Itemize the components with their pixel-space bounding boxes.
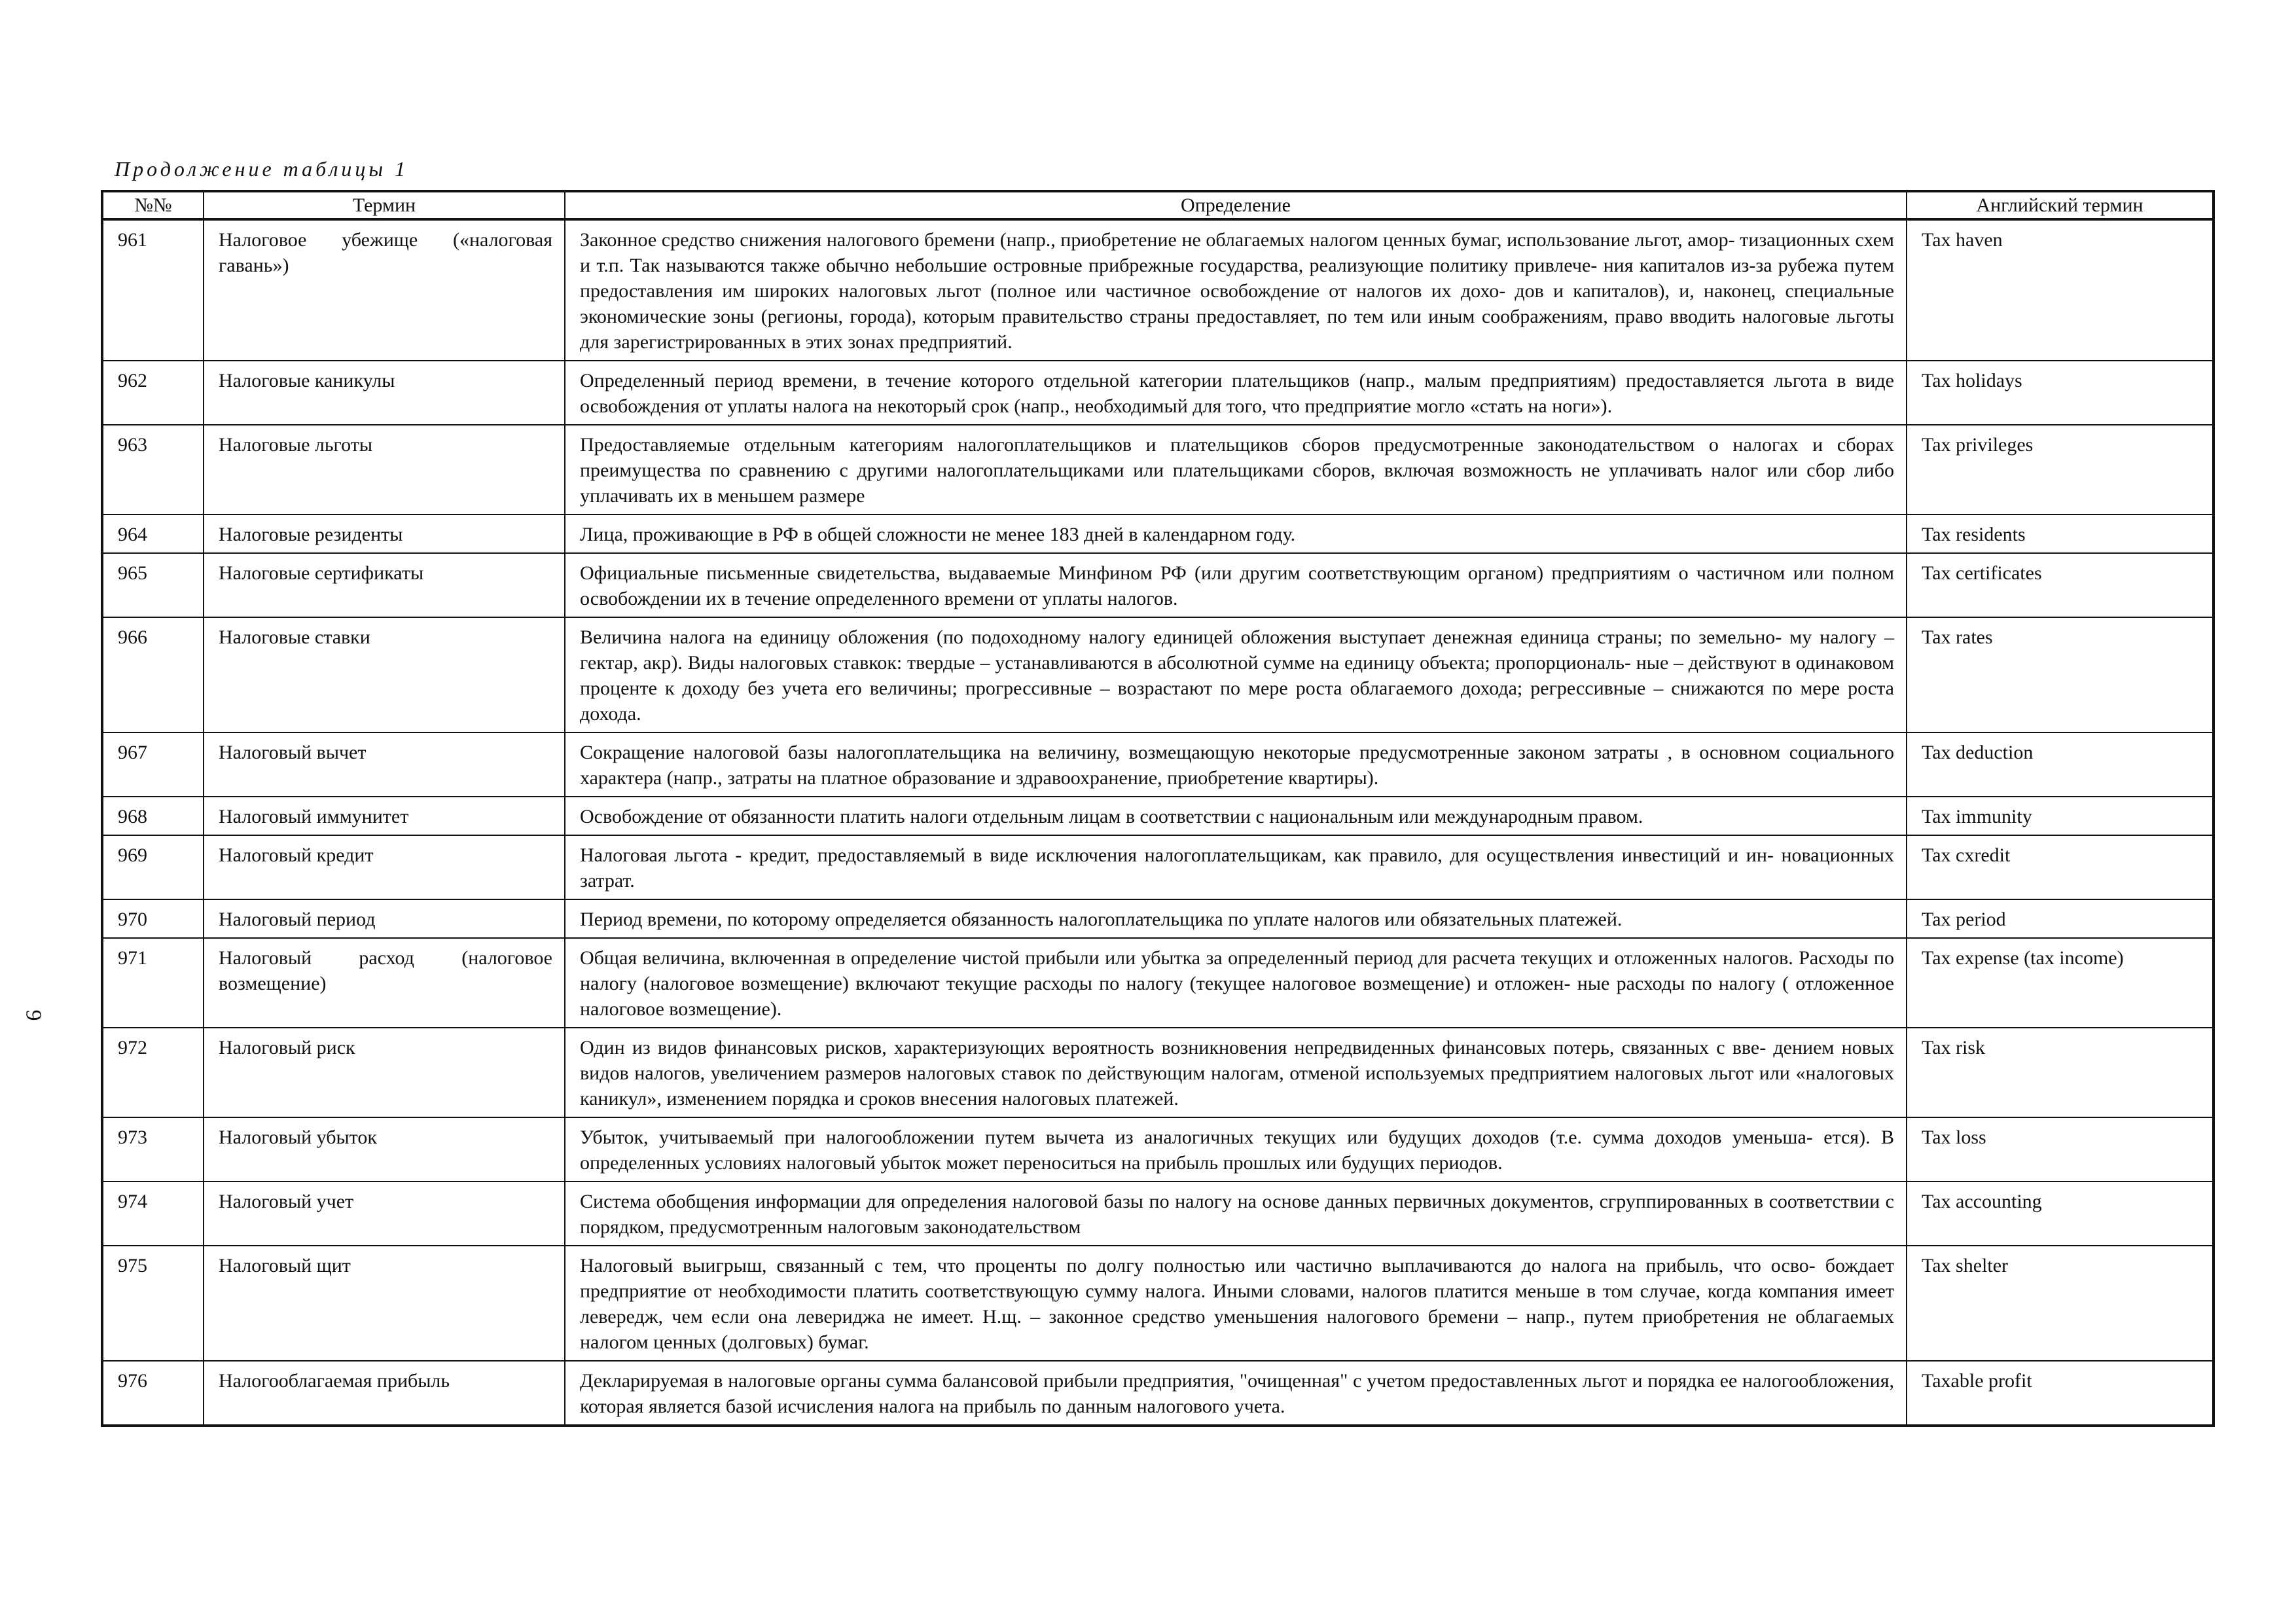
row-english-term: Tax residents	[1907, 514, 2214, 553]
table-body	[102, 219, 2214, 1426]
header-term: Термин	[204, 191, 565, 219]
row-definition: Убыток, учитываемый при налогообложении путем вычета из аналогичных текущих или будущих доходов (т.е. сумма доходов уменьша- ется). В определенных условиях налоговый убыток может переноситься на прибыль прошлых или будущих периодов.	[565, 1117, 1907, 1182]
row-definition: Определенный период времени, в течение которого отдельной категории плательщиков (напр., малым предприятиям) предоставляется льгота в виде освобождения от уплаты налога на некоторый срок (напр., необходимый для того, что предприятие могло «стать на ноги»).	[565, 361, 1907, 425]
row-number: 971	[102, 938, 204, 1028]
row-term: Налоговый щит	[204, 1246, 565, 1361]
row-definition: Налоговый выигрыш, связанный с тем, что проценты по долгу полностью или частично выплачиваются до налога на прибыль, что осво- бождает предприятие от необходимости платить соответствующую сумму налога. Иными словами, налогов платится меньше в том случае, когда компания имеет левередж, чем если она левериджа не имеет. Н.щ. – законное средство уменьшения налогового бремени – напр., путем приобретения не облагаемых налогом ценных (долговых) бумаг.	[565, 1246, 1907, 1361]
table-row	[102, 899, 2214, 938]
row-term: Налоговый кредит	[204, 835, 565, 899]
row-number: 965	[102, 553, 204, 617]
row-english-term: Tax privileges	[1907, 425, 2214, 514]
row-definition: Официальные письменные свидетельства, выдаваемые Минфином РФ (или другим соответствующим органом) предприятиям о частичном или полном освобождении их в течение определенного времени от уплаты налогов.	[565, 553, 1907, 617]
table-row	[102, 553, 2214, 617]
row-term: Налоговый вычет	[204, 732, 565, 797]
table-row	[102, 835, 2214, 899]
row-english-term: Tax shelter	[1907, 1246, 2214, 1361]
row-definition: Освобождение от обязанности платить налоги отдельным лицам в соответствии с национальным или международным правом.	[565, 797, 1907, 835]
table-row	[102, 1028, 2214, 1117]
table-header-row	[102, 191, 2214, 219]
row-definition: Законное средство снижения налогового бремени (напр., приобретение не облагаемых налогом ценных бумаг, использование льгот, амор- тизационных схем и т.п. Так называются также обычно небольшие островные прибрежные государства, реализующие политику привлече- ния капиталов из-за рубежа путем предоставления им широких налоговых льгот (полное или частичное освобождение от налогов их дохо- дов и капиталов), и, наконец, специальные экономические зоны (регионы, города), которым правительство страны предоставляет, по тем или иным соображениям, право вводить налоговые льготы для зарегистрированных в этих зонах предприятий.	[565, 219, 1907, 361]
table-row	[102, 219, 2214, 361]
row-english-term: Tax period	[1907, 899, 2214, 938]
page-number: 9	[21, 1009, 46, 1021]
table-row	[102, 1182, 2214, 1246]
table-row	[102, 425, 2214, 514]
row-term: Налоговые ставки	[204, 617, 565, 732]
row-english-term: Tax expense (tax income)	[1907, 938, 2214, 1028]
table-caption: Продолжение таблицы 1	[115, 157, 409, 181]
row-english-term: Tax immunity	[1907, 797, 2214, 835]
row-number: 976	[102, 1361, 204, 1426]
row-term: Налоговый учет	[204, 1182, 565, 1246]
row-definition: Лица, проживающие в РФ в общей сложности не менее 183 дней в календарном году.	[565, 514, 1907, 553]
header-english-term: Английский термин	[1907, 191, 2214, 219]
row-term: Налоговые льготы	[204, 425, 565, 514]
row-number: 975	[102, 1246, 204, 1361]
row-term: Налоговый иммунитет	[204, 797, 565, 835]
row-english-term: Tax risk	[1907, 1028, 2214, 1117]
table-row	[102, 1361, 2214, 1426]
row-term: Налоговые сертификаты	[204, 553, 565, 617]
row-english-term: Taxable profit	[1907, 1361, 2214, 1426]
row-number: 969	[102, 835, 204, 899]
table-row	[102, 514, 2214, 553]
row-term: Налоговый период	[204, 899, 565, 938]
row-definition: Сокращение налоговой базы налогоплательщика на величину, возмещающую некоторые предусмотренные законом затраты , в основном социального характера (напр., затраты на платное образование и здравоохранение, приобретение квартиры).	[565, 732, 1907, 797]
row-definition: Величина налога на единицу обложения (по подоходному налогу единицей обложения выступает денежная единица страны; по земельно- му налогу – гектар, акр). Виды налоговых ставкок: твердые – устанавливаются в абсолютной сумме на единицу объекта; пропорциональ- ные – действуют в одинаковом проценте к доходу без учета его величины; прогрессивные – возрастают по мере роста облагаемого дохода; регрессивные – снижаются по мере роста дохода.	[565, 617, 1907, 732]
row-english-term: Tax cxredit	[1907, 835, 2214, 899]
table-row	[102, 361, 2214, 425]
table-row	[102, 617, 2214, 732]
row-english-term: Tax haven	[1907, 219, 2214, 361]
row-definition: Один из видов финансовых рисков, характеризующих вероятность возникновения непредвиденных финансовых потерь, связанных с вве- дением новых видов налогов, увеличением размеров налоговых ставок по действующим налогам, отменой используемых предприятием налоговых льгот или «налоговых каникул», изменением порядка и сроков внесения налоговых платежей.	[565, 1028, 1907, 1117]
row-number: 964	[102, 514, 204, 553]
row-term: Налоговые резиденты	[204, 514, 565, 553]
row-term: Налогооблагаемая прибыль	[204, 1361, 565, 1426]
row-term: Налоговый убыток	[204, 1117, 565, 1182]
row-english-term: Tax holidays	[1907, 361, 2214, 425]
row-number: 968	[102, 797, 204, 835]
row-number: 972	[102, 1028, 204, 1117]
row-definition: Предоставляемые отдельным категориям налогоплательщиков и плательщиков сборов предусмотренные законодательством о налогах и сборах преимущества по сравнению с другими налогоплательщиками или плательщиками сборов, включая возможность не уплачивать налог или сбор либо уплачивать их в меньшем размере	[565, 425, 1907, 514]
row-term: Налоговые каникулы	[204, 361, 565, 425]
row-term: Налоговый риск	[204, 1028, 565, 1117]
row-term: Налоговый расход (налоговое возмещение)	[204, 938, 565, 1028]
row-definition: Период времени, по которому определяется обязанность налогоплательщика по уплате налогов или обязательных платежей.	[565, 899, 1907, 938]
row-definition: Общая величина, включенная в определение чистой прибыли или убытка за определенный период для расчета текущих и отложенных налогов. Расходы по налогу (налоговое возмещение) включают текущие расходы по налогу (текущее налоговое возмещение) и отложен- ные расходы по налогу ( отложенное налоговое возмещение).	[565, 938, 1907, 1028]
table-row	[102, 1117, 2214, 1182]
header-number: №№	[102, 191, 204, 219]
table-row	[102, 797, 2214, 835]
table-row	[102, 1246, 2214, 1361]
header-definition: Определение	[565, 191, 1907, 219]
row-number: 970	[102, 899, 204, 938]
row-english-term: Tax rates	[1907, 617, 2214, 732]
row-number: 973	[102, 1117, 204, 1182]
row-definition: Система обобщения информации для определения налоговой базы по налогу на основе данных первичных документов, сгруппированных в соответствии с порядком, предусмотренным налоговым законодательством	[565, 1182, 1907, 1246]
row-english-term: Tax deduction	[1907, 732, 2214, 797]
row-number: 967	[102, 732, 204, 797]
row-number: 961	[102, 219, 204, 361]
row-term: Налоговое убежище («налоговая гавань»)	[204, 219, 565, 361]
row-english-term: Tax accounting	[1907, 1182, 2214, 1246]
row-definition: Декларируемая в налоговые органы сумма балансовой прибыли предприятия, "очищенная" с учетом предоставленных льгот и порядка ее налогообложения, которая является базой исчисления налога на прибыль по данным налогового учета.	[565, 1361, 1907, 1426]
glossary-table	[101, 190, 2215, 1427]
row-english-term: Tax loss	[1907, 1117, 2214, 1182]
table-row	[102, 732, 2214, 797]
row-number: 963	[102, 425, 204, 514]
table-row	[102, 938, 2214, 1028]
row-number: 966	[102, 617, 204, 732]
row-number: 962	[102, 361, 204, 425]
row-number: 974	[102, 1182, 204, 1246]
row-english-term: Tax certificates	[1907, 553, 2214, 617]
row-definition: Налоговая льгота - кредит, предоставляемый в виде исключения налогоплательщикам, как правило, для осуществления инвестиций и ин- новационных затрат.	[565, 835, 1907, 899]
